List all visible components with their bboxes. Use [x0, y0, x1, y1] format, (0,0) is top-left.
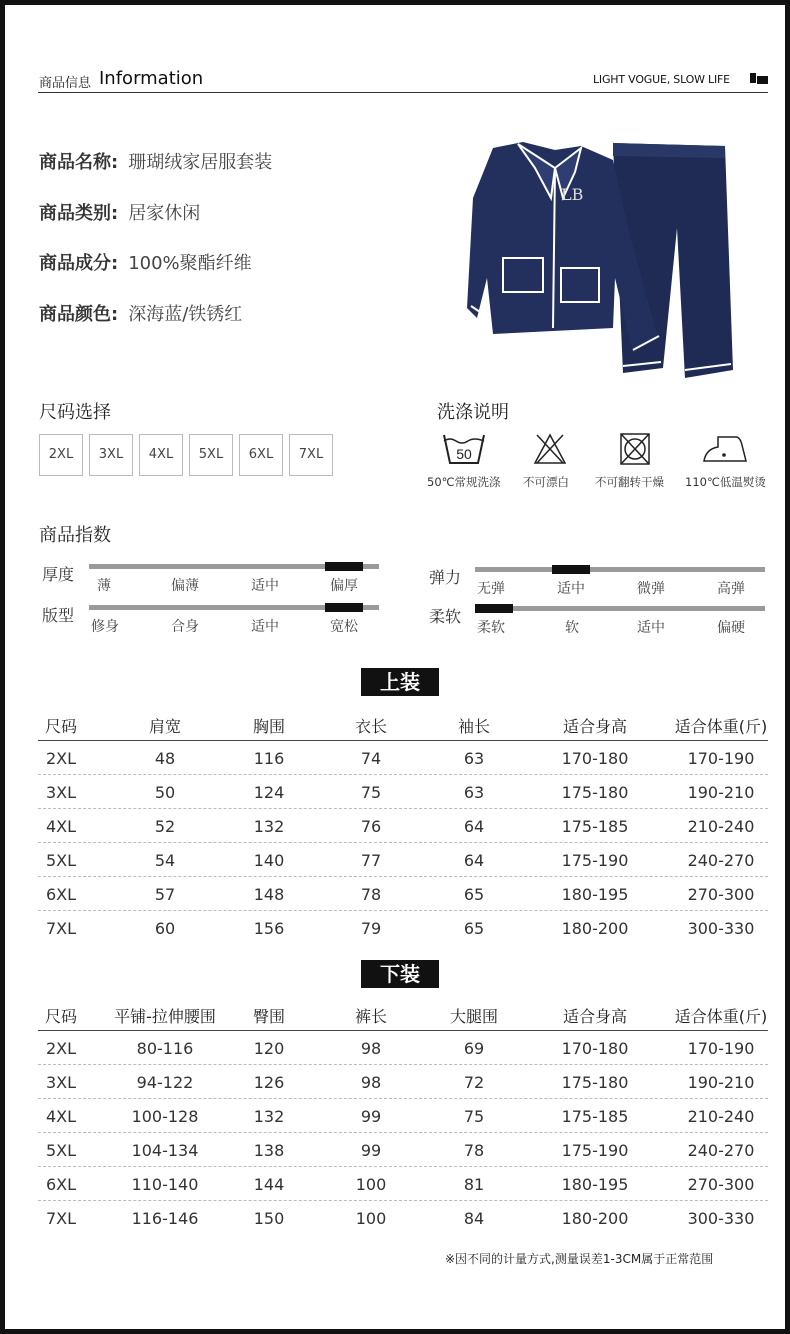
info-key: 商品类别: — [39, 203, 119, 224]
table-cell: 75 — [360, 783, 382, 802]
table-header-cell: 平铺-拉伸腰围 — [114, 1007, 216, 1026]
size-option-2xl[interactable]: 2XL — [39, 434, 83, 476]
table-cell: 60 — [154, 919, 176, 938]
table-cell: 210-240 — [687, 817, 755, 836]
table-header-cell: 臀围 — [252, 1007, 285, 1026]
table-cell: 104-134 — [131, 1141, 199, 1160]
table-header-cell: 衣长 — [354, 717, 387, 736]
table-cell: 175-185 — [561, 1107, 629, 1126]
index-tick: 微弹 — [637, 581, 665, 597]
index-marker-elasticity — [552, 565, 590, 574]
index-tick: 偏薄 — [171, 578, 199, 594]
table-cell: 65 — [463, 885, 485, 904]
size-section-title: 尺码选择 — [39, 402, 111, 423]
index-tick: 适中 — [251, 619, 279, 635]
index-tick: 偏厚 — [330, 578, 358, 594]
table-cell: 74 — [360, 749, 382, 768]
index-label-elasticity: 弹力 — [429, 568, 462, 587]
table-cell: 54 — [154, 851, 176, 870]
table-header-cell: 肩宽 — [148, 717, 181, 736]
svg-text:LB: LB — [561, 185, 584, 204]
top-table-title: 上装 — [361, 668, 439, 696]
info-value: 珊瑚绒家居服套装 — [128, 152, 273, 173]
table-cell: 138 — [253, 1141, 285, 1160]
table-cell: 210-240 — [687, 1107, 755, 1126]
index-tick: 偏硬 — [717, 620, 745, 636]
table-cell: 64 — [463, 851, 485, 870]
index-section-title: 商品指数 — [39, 525, 111, 546]
table-cell: 240-270 — [687, 851, 755, 870]
index-tick: 宽松 — [330, 619, 358, 635]
table-cell: 63 — [463, 783, 485, 802]
index-tick: 薄 — [97, 578, 111, 594]
info-key: 商品名称: — [39, 152, 119, 173]
header-slogan: LIGHT VOGUE, SLOW LIFE — [593, 73, 730, 86]
product-image-pajama-set — [463, 138, 743, 388]
info-value: 深海蓝/铁锈红 — [128, 304, 243, 325]
table-cell: 98 — [360, 1073, 382, 1092]
table-cell: 63 — [463, 749, 485, 768]
size-option-7xl[interactable]: 7XL — [289, 434, 333, 476]
table-cell: 3XL — [45, 783, 77, 802]
info-key: 商品颜色: — [39, 304, 119, 325]
table-cell: 148 — [253, 885, 285, 904]
table-cell: 78 — [360, 885, 382, 904]
index-tick: 合身 — [171, 619, 199, 635]
measurement-note: ※因不同的计量方式,测量误差1-3CM属于正常范围 — [445, 1252, 714, 1266]
table-cell: 180-195 — [561, 885, 629, 904]
info-key: 商品成分: — [39, 253, 119, 274]
table-row-divider — [38, 774, 768, 775]
index-tick: 适中 — [557, 581, 585, 597]
index-tick: 适中 — [637, 620, 665, 636]
table-cell: 140 — [253, 851, 285, 870]
brand-mark-icon — [750, 73, 768, 84]
table-cell: 69 — [463, 1039, 485, 1058]
table-cell: 156 — [253, 919, 285, 938]
table-cell: 124 — [253, 783, 285, 802]
table-cell: 100 — [355, 1175, 387, 1194]
table-cell: 300-330 — [687, 919, 755, 938]
info-value: 100%聚酯纤维 — [128, 253, 252, 274]
table-cell: 116 — [253, 749, 285, 768]
table-cell: 94-122 — [136, 1073, 194, 1092]
index-label-fit: 版型 — [42, 606, 75, 625]
table-cell: 76 — [360, 817, 382, 836]
index-tick: 无弹 — [477, 581, 505, 597]
table-cell: 126 — [253, 1073, 285, 1092]
table-row-divider — [38, 808, 768, 809]
table-cell: 175-190 — [561, 1141, 629, 1160]
table-cell: 7XL — [45, 919, 77, 938]
table-cell: 175-180 — [561, 1073, 629, 1092]
table-cell: 7XL — [45, 1209, 77, 1228]
wash-temp-number: 50 — [456, 446, 472, 462]
table-cell: 4XL — [45, 817, 77, 836]
table-row-divider — [38, 1098, 768, 1099]
table-header-divider — [38, 1030, 768, 1031]
table-cell: 180-200 — [561, 919, 629, 938]
table-cell: 4XL — [45, 1107, 77, 1126]
table-cell: 300-330 — [687, 1209, 755, 1228]
wash-label-no-tumble: 不可翻转干燥 — [595, 475, 664, 489]
table-cell: 2XL — [45, 1039, 77, 1058]
index-marker-thickness — [325, 562, 363, 571]
table-cell: 110-140 — [131, 1175, 199, 1194]
size-option-4xl[interactable]: 4XL — [139, 434, 183, 476]
table-cell: 80-116 — [136, 1039, 194, 1058]
table-header-divider — [38, 740, 768, 741]
table-cell: 65 — [463, 919, 485, 938]
table-cell: 270-300 — [687, 885, 755, 904]
table-cell: 99 — [360, 1141, 382, 1160]
table-cell: 270-300 — [687, 1175, 755, 1194]
info-row-color — [39, 300, 242, 326]
table-header-cell: 尺码 — [44, 717, 77, 736]
index-bar-elasticity — [475, 567, 765, 572]
wash-section-title: 洗涤说明 — [437, 402, 509, 423]
info-row-name — [39, 148, 272, 174]
table-cell: 81 — [463, 1175, 485, 1194]
table-cell: 190-210 — [687, 1073, 755, 1092]
index-bar-softness — [475, 606, 765, 611]
index-tick: 柔软 — [477, 620, 505, 636]
table-cell: 170-190 — [687, 1039, 755, 1058]
table-row-divider — [38, 876, 768, 877]
table-cell: 170-190 — [687, 749, 755, 768]
wash-label-50: 50℃常规洗涤 — [427, 475, 501, 489]
table-cell: 240-270 — [687, 1141, 755, 1160]
table-header-cell: 适合身高 — [562, 1007, 627, 1026]
table-row-divider — [38, 1064, 768, 1065]
index-tick: 高弹 — [717, 581, 745, 597]
size-option-5xl[interactable]: 5XL — [189, 434, 233, 476]
table-cell: 5XL — [45, 1141, 77, 1160]
table-cell: 50 — [154, 783, 176, 802]
table-header-cell: 尺码 — [44, 1007, 77, 1026]
table-cell: 175-180 — [561, 783, 629, 802]
info-row-category — [39, 199, 200, 225]
table-header-cell: 袖长 — [457, 717, 490, 736]
table-cell: 48 — [154, 749, 176, 768]
table-cell: 6XL — [45, 1175, 77, 1194]
table-cell: 98 — [360, 1039, 382, 1058]
info-row-material — [39, 249, 252, 275]
index-marker-softness — [475, 604, 513, 613]
table-cell: 100-128 — [131, 1107, 199, 1126]
table-header-cell: 适合体重(斤) — [674, 717, 768, 736]
size-option-6xl[interactable]: 6XL — [239, 434, 283, 476]
index-tick: 修身 — [91, 619, 119, 635]
table-row-divider — [38, 1132, 768, 1133]
wash-label-iron: 110℃低温熨烫 — [685, 475, 766, 489]
no-bleach-icon — [533, 433, 567, 465]
table-header-cell: 适合体重(斤) — [674, 1007, 768, 1026]
index-tick: 适中 — [251, 578, 279, 594]
table-cell: 116-146 — [131, 1209, 199, 1228]
index-marker-fit — [325, 603, 363, 612]
table-cell: 132 — [253, 817, 285, 836]
table-header-cell: 大腿围 — [449, 1007, 498, 1026]
table-cell: 79 — [360, 919, 382, 938]
index-label-softness: 柔软 — [429, 607, 462, 626]
table-row-divider — [38, 842, 768, 843]
table-cell: 72 — [463, 1073, 485, 1092]
table-cell: 78 — [463, 1141, 485, 1160]
table-cell: 3XL — [45, 1073, 77, 1092]
no-tumble-dry-icon — [618, 433, 652, 465]
table-cell: 57 — [154, 885, 176, 904]
info-value: 居家休闲 — [128, 203, 201, 224]
header-en-title: Information — [99, 68, 204, 89]
table-cell: 100 — [355, 1209, 387, 1228]
table-cell: 64 — [463, 817, 485, 836]
table-cell: 99 — [360, 1107, 382, 1126]
table-cell: 84 — [463, 1209, 485, 1228]
index-label-thickness: 厚度 — [42, 565, 75, 584]
table-cell: 144 — [253, 1175, 285, 1194]
table-header-cell: 裤长 — [354, 1007, 387, 1026]
table-cell: 5XL — [45, 851, 77, 870]
table-cell: 75 — [463, 1107, 485, 1126]
table-cell: 180-200 — [561, 1209, 629, 1228]
wash-label-no-bleach: 不可漂白 — [523, 475, 569, 489]
table-cell: 170-180 — [561, 749, 629, 768]
table-header-cell: 适合身高 — [562, 717, 627, 736]
wash-50-icon — [442, 431, 486, 467]
table-row-divider — [38, 1166, 768, 1167]
table-cell: 190-210 — [687, 783, 755, 802]
iron-low-icon — [702, 433, 748, 465]
table-cell: 170-180 — [561, 1039, 629, 1058]
table-cell: 120 — [253, 1039, 285, 1058]
table-cell: 132 — [253, 1107, 285, 1126]
size-option-3xl[interactable]: 3XL — [89, 434, 133, 476]
bottom-table-title: 下装 — [361, 960, 439, 988]
header-cn-title: 商品信息 — [39, 76, 92, 91]
table-cell: 6XL — [45, 885, 77, 904]
table-cell: 52 — [154, 817, 176, 836]
index-tick: 软 — [565, 620, 579, 636]
table-cell: 150 — [253, 1209, 285, 1228]
table-cell: 2XL — [45, 749, 77, 768]
table-row-divider — [38, 910, 768, 911]
table-header-cell: 胸围 — [252, 717, 285, 736]
table-cell: 77 — [360, 851, 382, 870]
table-cell: 175-190 — [561, 851, 629, 870]
table-cell: 180-195 — [561, 1175, 629, 1194]
table-row-divider — [38, 1200, 768, 1201]
header-divider — [38, 92, 768, 93]
table-cell: 175-185 — [561, 817, 629, 836]
